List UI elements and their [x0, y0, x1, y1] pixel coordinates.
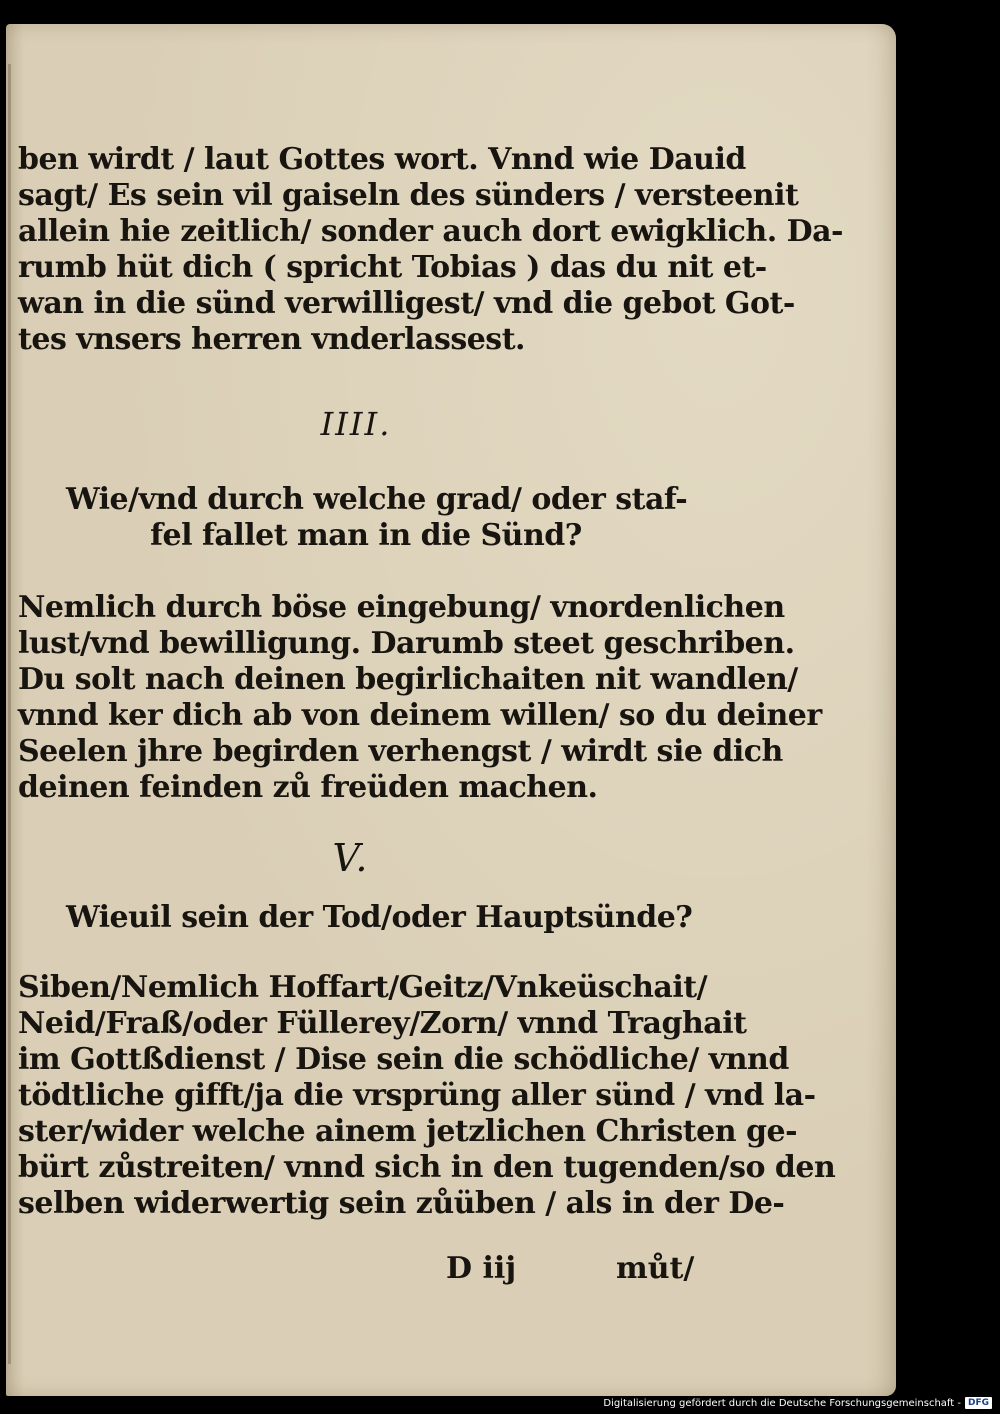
credit-text: Digitalisierung gefördert durch die Deutsche Forschungsgemeinschaft -	[603, 1397, 961, 1409]
paragraph-1	[18, 142, 843, 358]
text-line: Neid/Fraß/oder Füllerey/Zorn/ vnnd Traghait	[18, 1006, 747, 1041]
text-line: Nemlich durch böse eingebung/ vnordenlichen	[18, 590, 785, 625]
section-5-question	[66, 900, 693, 936]
question-line: fel fallet man in die Sünd?	[150, 518, 582, 553]
catchword: můt/	[616, 1251, 695, 1286]
text-line: tödtliche gifft/ja die vrsprüng aller sünd / vnd la-	[18, 1078, 816, 1113]
section-4-answer	[18, 590, 822, 806]
signature-mark: D iij	[446, 1251, 517, 1286]
text-line: lust/vnd bewilligung. Darumb steet geschriben.	[18, 626, 795, 661]
text-line: rumb hüt dich ( spricht Tobias ) das du nit et-	[18, 250, 767, 285]
book-page	[6, 24, 896, 1396]
text-line: Seelen jhre begirden verhengst / wirdt sie dich	[18, 734, 783, 769]
text-line: tes vnsers herren vnderlassest.	[18, 322, 525, 357]
text-line: Siben/Nemlich Hoffart/Geitz/Vnkeüschait/	[18, 970, 708, 1005]
question-line: Wie/vnd durch welche grad/ oder staf-	[66, 482, 688, 517]
section-4-numeral: IIII.	[320, 405, 392, 443]
question-line: Wieuil sein der Tod/oder Hauptsünde?	[66, 900, 693, 935]
text-line: sagt/ Es sein vil gaiseln des sünders / versteenit	[18, 178, 799, 213]
section-5-answer	[18, 970, 836, 1222]
digitization-credit	[603, 1395, 992, 1411]
text-line: ster/wider welche ainem jetzlichen Christen ge-	[18, 1114, 798, 1149]
text-line: allein hie zeitlich/ sonder auch dort ewigklich. Da-	[18, 214, 843, 249]
text-line: Du solt nach deinen begirlichaiten nit wandlen/	[18, 662, 798, 697]
text-line: ben wirdt / laut Gottes wort. Vnnd wie Dauid	[18, 142, 746, 177]
text-line: im Gottßdienst / Dise sein die schödliche/ vnnd	[18, 1042, 789, 1077]
text-line: deinen feinden zů freüden machen.	[18, 770, 598, 805]
text-line: vnnd ker dich ab von deinem willen/ so du deiner	[18, 698, 822, 733]
text-line: wan in die sünd verwilligest/ vnd die gebot Got-	[18, 286, 795, 321]
section-5-numeral: V.	[332, 836, 370, 880]
text-line: selben widerwertig sein zůüben / als in der De-	[18, 1186, 785, 1221]
dfg-logo-icon: DFG	[965, 1397, 992, 1409]
section-4-question	[66, 482, 688, 554]
page-gutter	[8, 64, 11, 1364]
text-line: bürt zůstreiten/ vnnd sich in den tugenden/so den	[18, 1150, 836, 1185]
